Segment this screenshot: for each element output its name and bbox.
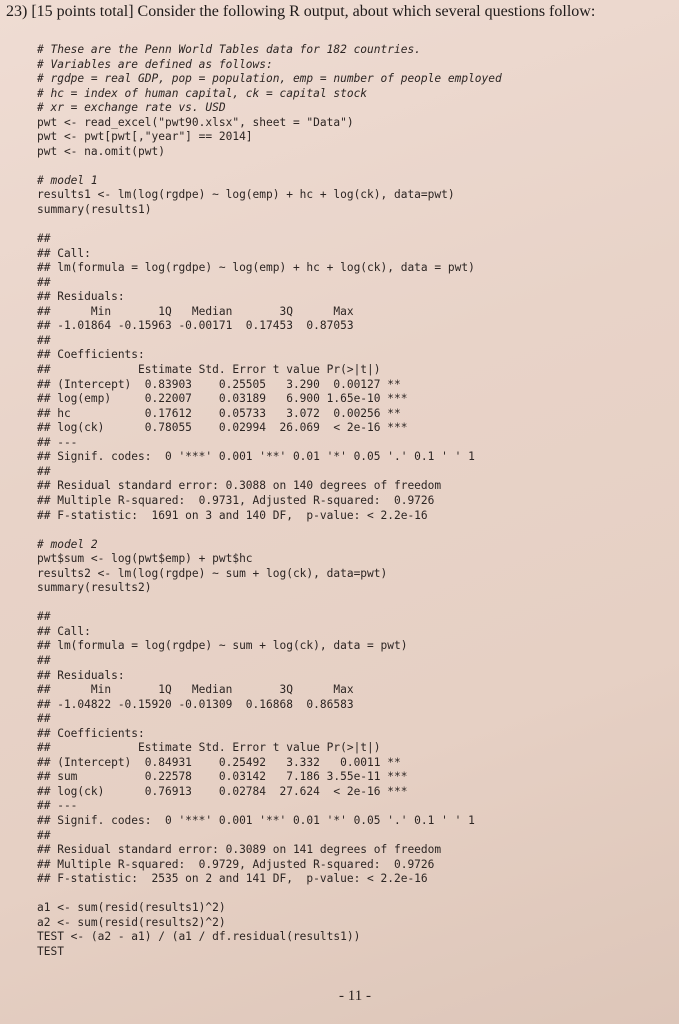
output-line: ## Signif. codes: 0 '***' 0.001 '**' 0.01 '*' 0.05 '.' 0.1 ' ' 1 — [37, 813, 475, 827]
output-line: ## (Intercept) 0.83903 0.25505 3.290 0.00127 ** — [37, 377, 401, 391]
code-line: a2 <- sum(resid(results2)^2) — [37, 915, 226, 929]
output-line: ## — [37, 712, 51, 726]
code-line: a1 <- sum(resid(results1)^2) — [37, 901, 226, 915]
output-line: ## — [37, 232, 51, 246]
code-line: pwt <- read_excel("pwt90.xlsx", sheet = "Data") — [37, 115, 354, 129]
output-line: ## Residual standard error: 0.3088 on 140 degrees of freedom — [37, 479, 442, 493]
code-line — [37, 887, 502, 902]
output-line: ## Min 1Q Median 3Q Max — [37, 683, 354, 697]
comment-line: # These are the Penn World Tables data for 182 countries. — [37, 43, 421, 56]
comment-line: # hc = index of human capital, ck = capital stock — [37, 86, 368, 100]
output-line: ## F-statistic: 1691 on 3 and 140 DF, p-value: < 2.2e-16 — [37, 508, 428, 522]
output-line: ## Residuals: — [37, 290, 125, 304]
code-line: TEST — [37, 944, 64, 958]
output-line: ## hc 0.17612 0.05733 3.072 0.00256 ** — [37, 406, 401, 420]
output-line: ## log(ck) 0.76913 0.02784 27.624 < 2e-16 *** — [37, 784, 408, 798]
output-line: ## Multiple R-squared: 0.9731, Adjusted R-squared: 0.9726 — [37, 493, 435, 507]
output-line: ## — [37, 610, 51, 624]
code-line: summary(results1) — [37, 203, 152, 217]
output-line: ## Coefficients: — [37, 726, 145, 740]
output-line: ## -1.04822 -0.15920 -0.01309 0.16868 0.86583 — [37, 697, 354, 711]
output-line: ## Signif. codes: 0 '***' 0.001 '**' 0.01 '*' 0.05 '.' 0.1 ' ' 1 — [37, 450, 475, 464]
output-line: ## -1.01864 -0.15963 -0.00171 0.17453 0.87053 — [37, 319, 354, 333]
code-line: pwt$sum <- log(pwt$emp) + pwt$hc — [37, 552, 253, 566]
output-line: ## Call: — [37, 246, 91, 260]
output-line: ## lm(formula = log(rgdpe) ~ sum + log(ck), data = pwt) — [37, 639, 408, 653]
output-line: ## Residuals: — [37, 668, 125, 682]
code-line — [37, 218, 502, 233]
output-line: ## Coefficients: — [37, 348, 145, 362]
output-line: ## --- — [37, 435, 78, 449]
output-line: ## — [37, 333, 51, 347]
output-line: ## F-statistic: 2535 on 2 and 141 DF, p-value: < 2.2e-16 — [37, 872, 428, 886]
comment-line: # xr = exchange rate vs. USD — [37, 101, 226, 115]
output-line: ## log(ck) 0.78055 0.02994 26.069 < 2e-16 *** — [37, 421, 408, 435]
code-line — [37, 596, 502, 611]
output-line: ## sum 0.22578 0.03142 7.186 3.55e-11 *** — [37, 770, 408, 784]
code-line: results2 <- lm(log(rgdpe) ~ sum + log(ck), data=pwt) — [37, 566, 388, 580]
code-line — [37, 523, 502, 538]
output-line: ## (Intercept) 0.84931 0.25492 3.332 0.0011 ** — [37, 755, 401, 769]
code-line — [37, 159, 502, 174]
output-line: ## — [37, 828, 51, 842]
comment-line: # rgdpe = real GDP, pop = population, emp = number of people employed — [37, 72, 502, 86]
code-line: pwt <- na.omit(pwt) — [37, 144, 165, 158]
output-line: ## Residual standard error: 0.3089 on 141 degrees of freedom — [37, 843, 442, 857]
output-line: ## Multiple R-squared: 0.9729, Adjusted R-squared: 0.9726 — [37, 857, 435, 871]
output-line: ## --- — [37, 799, 78, 813]
code-line: results1 <- lm(log(rgdpe) ~ log(emp) + hc + log(ck), data=pwt) — [37, 188, 455, 202]
question-title: 23) [15 points total] Consider the following R output, about which several questions follow: — [6, 3, 596, 20]
output-line: ## log(emp) 0.22007 0.03189 6.900 1.65e-10 *** — [37, 392, 408, 406]
code-line: TEST <- (a2 - a1) / (a1 / df.residual(results1)) — [37, 930, 361, 944]
output-line: ## — [37, 464, 51, 478]
output-line: ## — [37, 275, 51, 289]
comment-line: # Variables are defined as follows: — [37, 57, 273, 71]
output-line: ## Estimate Std. Error t value Pr(>|t|) — [37, 741, 381, 755]
code-line: summary(results2) — [37, 581, 152, 595]
output-line: ## Estimate Std. Error t value Pr(>|t|) — [37, 363, 381, 377]
output-line: ## Min 1Q Median 3Q Max — [37, 304, 354, 318]
code-line: pwt <- pwt[pwt[,"year"] == 2014] — [37, 130, 253, 144]
output-line: ## Call: — [37, 624, 91, 638]
comment-line: # model 1 — [37, 173, 98, 187]
output-line: ## — [37, 653, 51, 667]
page-number: - 11 - — [339, 988, 371, 1004]
output-line: ## lm(formula = log(rgdpe) ~ log(emp) + hc + log(ck), data = pwt) — [37, 261, 475, 275]
comment-line: # model 2 — [37, 537, 98, 551]
r-output-code-block — [37, 43, 502, 959]
